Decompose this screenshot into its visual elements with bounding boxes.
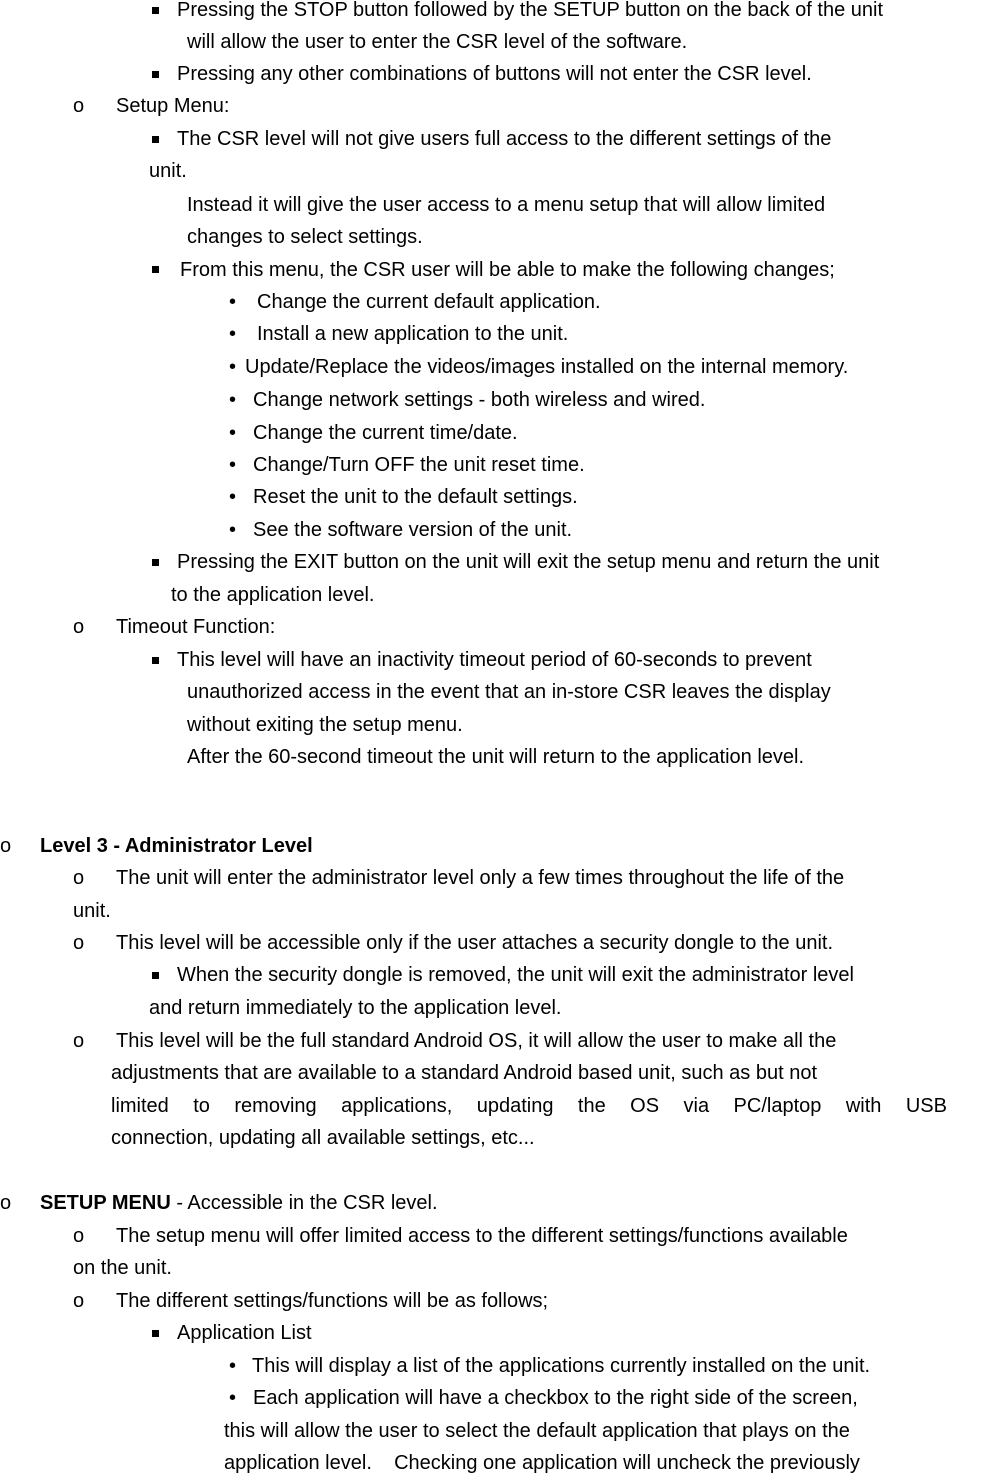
square-bullet-icon (152, 559, 159, 566)
app-list-bullet-2-line-2: this will allow the user to select the default application that plays on the (224, 1420, 850, 1442)
admin-item1-line-2: unit. (73, 900, 111, 922)
stop-setup-line-1: Pressing the STOP button followed by the SETUP button on the back of the unit (177, 0, 883, 21)
dot-bullet-icon: • (229, 519, 237, 541)
circle-marker: o (73, 1225, 85, 1247)
exit-line-1: Pressing the EXIT button on the unit will exit the setup menu and return the unit (177, 551, 880, 573)
timeout-line-3: without exiting the setup menu. (187, 714, 463, 736)
change-item: Change the current default application. (257, 291, 601, 313)
other-combinations-line: Pressing any other combinations of buttons will not enter the CSR level. (177, 63, 812, 85)
dot-bullet-icon: • (229, 323, 237, 345)
app-list-bullet-2-line-1: Each application will have a checkbox to the right side of the screen, (253, 1387, 858, 1409)
change-item: See the software version of the unit. (253, 519, 573, 541)
timeout-line-1: This level will have an inactivity timeout period of 60-seconds to prevent (177, 649, 812, 671)
changes-intro-line: From this menu, the CSR user will be able to make the following changes; (180, 259, 835, 281)
csr-access-line-2: unit. (149, 160, 187, 182)
exit-line-2: to the application level. (171, 584, 375, 606)
dongle-line-1: When the security dongle is removed, the unit will exit the administrator level (177, 964, 854, 986)
setup-item1-line-1: The setup menu will offer limited access to the different settings/functions available (116, 1225, 848, 1247)
dot-bullet-icon: • (229, 1387, 237, 1409)
circle-marker: o (0, 835, 12, 857)
circle-marker: o (73, 932, 85, 954)
setup-item1-line-2: on the unit. (73, 1257, 172, 1279)
stop-setup-line-2: will allow the user to enter the CSR level of the software. (187, 31, 688, 53)
square-bullet-icon (152, 972, 159, 979)
circle-marker: o (73, 1030, 85, 1052)
setup-menu-heading: Setup Menu: (116, 95, 230, 117)
admin-item3-line-3: limited to removing applications, updating the OS via PC/laptop with USB (111, 1095, 947, 1117)
dot-bullet-icon: • (229, 422, 237, 444)
setup-menu-suffix: - Accessible in the CSR level. (170, 1192, 438, 1214)
level3-heading: Level 3 - Administrator Level (40, 835, 313, 857)
app-list-bullet-2-line-3: application level. Checking one application will uncheck the previously (224, 1452, 860, 1474)
square-bullet-icon (152, 657, 159, 664)
circle-marker: o (73, 95, 85, 117)
change-item: Change network settings - both wireless and wired. (253, 389, 706, 411)
circle-marker: o (73, 867, 85, 889)
admin-item3-line-4: connection, updating all available settings, etc... (111, 1127, 535, 1149)
setup-menu-label: SETUP MENU (40, 1192, 171, 1214)
admin-item1-line-1: The unit will enter the administrator level only a few times throughout the life of the (116, 867, 845, 889)
square-bullet-icon (152, 7, 159, 14)
timeout-line-4: After the 60-second timeout the unit will return to the application level. (187, 746, 805, 768)
admin-item2-line-1: This level will be accessible only if the user attaches a security dongle to the unit. (116, 932, 834, 954)
dot-bullet-icon: • (229, 1355, 237, 1377)
change-item: Update/Replace the videos/images installed on the internal memory. (245, 356, 849, 378)
admin-item3-line-1: This level will be the full standard Android OS, it will allow the user to make all the (116, 1030, 837, 1052)
change-item: Reset the unit to the default settings. (253, 486, 578, 508)
csr-access-line-1: The CSR level will not give users full access to the different settings of the (177, 128, 832, 150)
admin-item3-line-2: adjustments that are available to a standard Android based unit, such as but not (111, 1062, 818, 1084)
dongle-line-2: and return immediately to the application level. (149, 997, 562, 1019)
setup-menu-main-heading (40, 1191, 438, 1215)
dot-bullet-icon: • (229, 389, 237, 411)
timeout-heading: Timeout Function: (116, 616, 276, 638)
square-bullet-icon (152, 266, 159, 273)
circle-marker: o (73, 1290, 85, 1312)
csr-access-line-4: changes to select settings. (187, 226, 423, 248)
application-list-label: Application List (177, 1322, 312, 1344)
circle-marker: o (0, 1192, 12, 1214)
square-bullet-icon (152, 1330, 159, 1337)
timeout-line-2: unauthorized access in the event that an in-store CSR leaves the display (187, 681, 831, 703)
dot-bullet-icon: • (229, 454, 237, 476)
dot-bullet-icon: • (229, 291, 237, 313)
dot-bullet-icon: • (229, 486, 237, 508)
csr-access-line-3: Instead it will give the user access to a menu setup that will allow limited (187, 194, 826, 216)
setup-item2-line-1: The different settings/functions will be as follows; (116, 1290, 549, 1312)
change-item: Change the current time/date. (253, 422, 518, 444)
dot-bullet-icon: • (229, 356, 237, 378)
circle-marker: o (73, 616, 85, 638)
change-item: Change/Turn OFF the unit reset time. (253, 454, 585, 476)
square-bullet-icon (152, 136, 159, 143)
square-bullet-icon (152, 71, 159, 78)
change-item: Install a new application to the unit. (257, 323, 569, 345)
app-list-bullet-1: This will display a list of the applications currently installed on the unit. (252, 1355, 871, 1377)
